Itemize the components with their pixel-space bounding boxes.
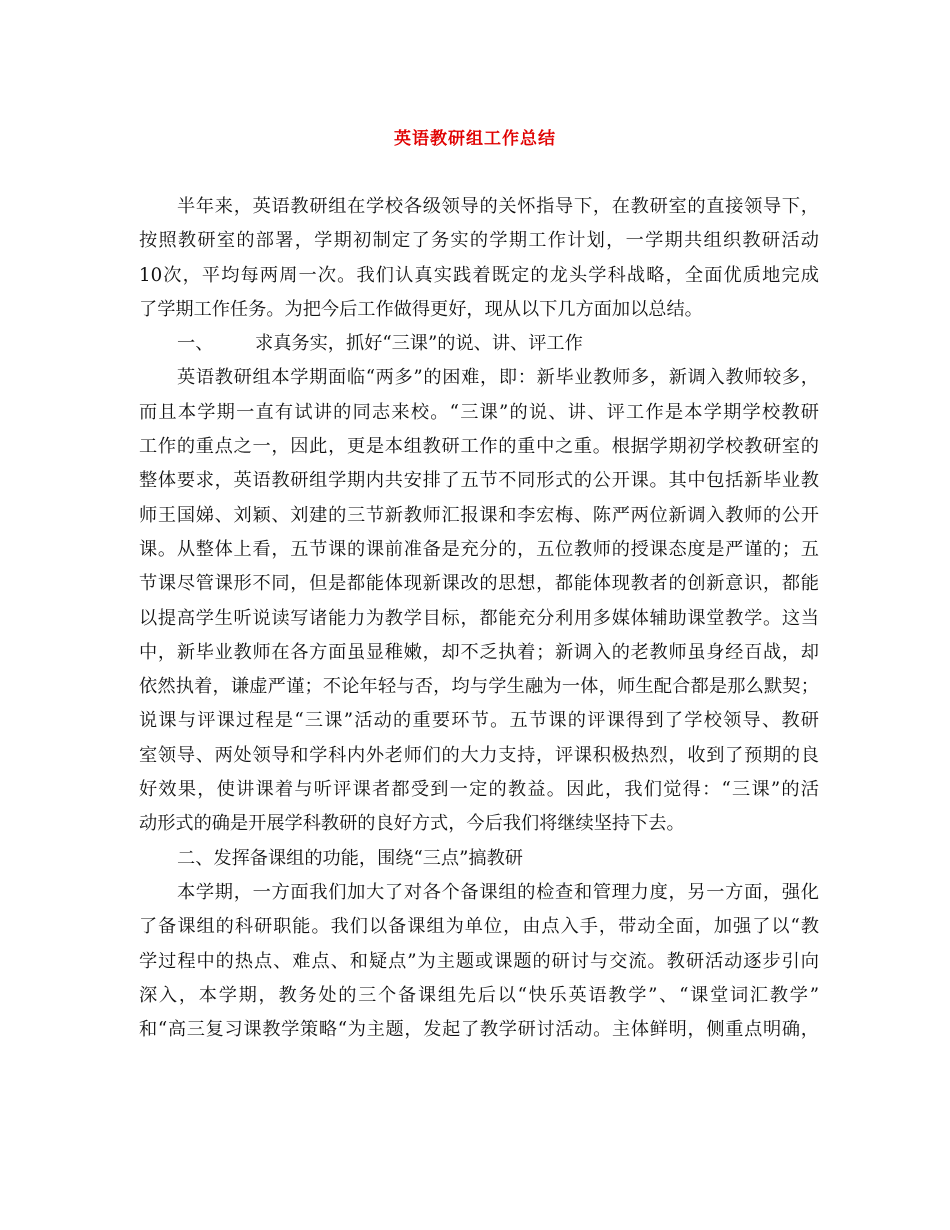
text-line: 了学期工作任务。为把今后工作做得更好，现从以下几方面加以总结。 [139,298,703,320]
text-line: 好效果，使讲课着与听评课者都受到一定的教益。因此，我们觉得：“三课”的活 [139,779,819,801]
text-line: 以提高学生听说读写诸能力为教学目标，都能充分利用多媒体辅助课堂教学。这当 [139,607,819,629]
text-line: 深入，本学期，教务处的三个备课组先后以“快乐英语教学”、“课堂词汇教学” [139,984,819,1006]
text-line: 课。从整体上看，五节课的课前准备是充分的，五位教师的授课态度是严谨的；五 [139,538,819,560]
text-line: 节课尽管课形不同，但是都能体现新课改的思想，都能体现教者的创新意识，都能 [139,573,819,595]
text-line: 学过程中的热点、难点、和疑点”为主题或课题的研讨与交流。教研活动逐步引向 [139,950,819,972]
text-line: 中，新毕业教师在各方面虽显稚嫩，却不乏执着；新调入的老教师虽身经百战，却 [139,641,819,663]
text-line: 英语教研组本学期面临“两多”的困难，即：新毕业教师多，新调入教师较多， [177,367,819,389]
text-line: 整体要求，英语教研组学期内共安排了五节不同形式的公开课。其中包括新毕业教 [139,470,819,492]
text-line: 工作的重点之一，因此，更是本组教研工作的重中之重。根据学期初学校教研室的 [139,436,819,458]
document-body [139,190,819,1047]
section-heading-text: 求真务实，抓好“三课”的说、讲、评工作 [255,333,583,355]
section-heading-2: 二、发挥备课组的功能，围绕“三点”搞教研 [177,847,523,869]
text-line: 而且本学期一直有试讲的同志来校。“三课”的说、讲、评工作是本学期学校教研 [139,401,819,423]
text-line: 本学期，一方面我们加大了对各个备课组的检查和管理力度，另一方面，强化 [177,881,819,903]
text-line: 按照教研室的部署，学期初制定了务实的学期工作计划，一学期共组织教研活动 [139,230,819,252]
text-line: 室领导、两处领导和学科内外老师们的大力支持，评课积极热烈，收到了预期的良 [139,744,819,766]
document-title: 英语教研组工作总结 [394,129,556,149]
text-line: 动形式的确是开展学科教研的良好方式，今后我们将继续坚持下去。 [139,813,685,835]
text-line: 依然执着，谦虚严谨；不论年轻与否，均与学生融为一体，师生配合都是那么默契； [139,676,819,698]
text-line: 10次，平均每两周一次。我们认真实践着既定的龙头学科战略，全面优质地完成 [139,264,819,286]
section-heading-number: 一、 [177,333,214,355]
text-line: 了备课组的科研职能。我们以备课组为单位，由点入手，带动全面，加强了以“教 [139,916,819,938]
text-line: 和“高三复习课教学策略“为主题，发起了教学研讨活动。主体鲜明，侧重点明确， [139,1019,819,1041]
text-line: 师王国娣、刘颖、刘建的三节新教师汇报课和李宏梅、陈严两位新调入教师的公开 [139,504,819,526]
section-heading-1 [139,327,819,361]
text-line: 半年来，英语教研组在学校各级领导的关怀指导下，在教研室的直接领导下， [177,196,819,217]
text-line: 说课与评课过程是“三课”活动的重要环节。五节课的评课得到了学校领导、教研 [139,710,819,732]
